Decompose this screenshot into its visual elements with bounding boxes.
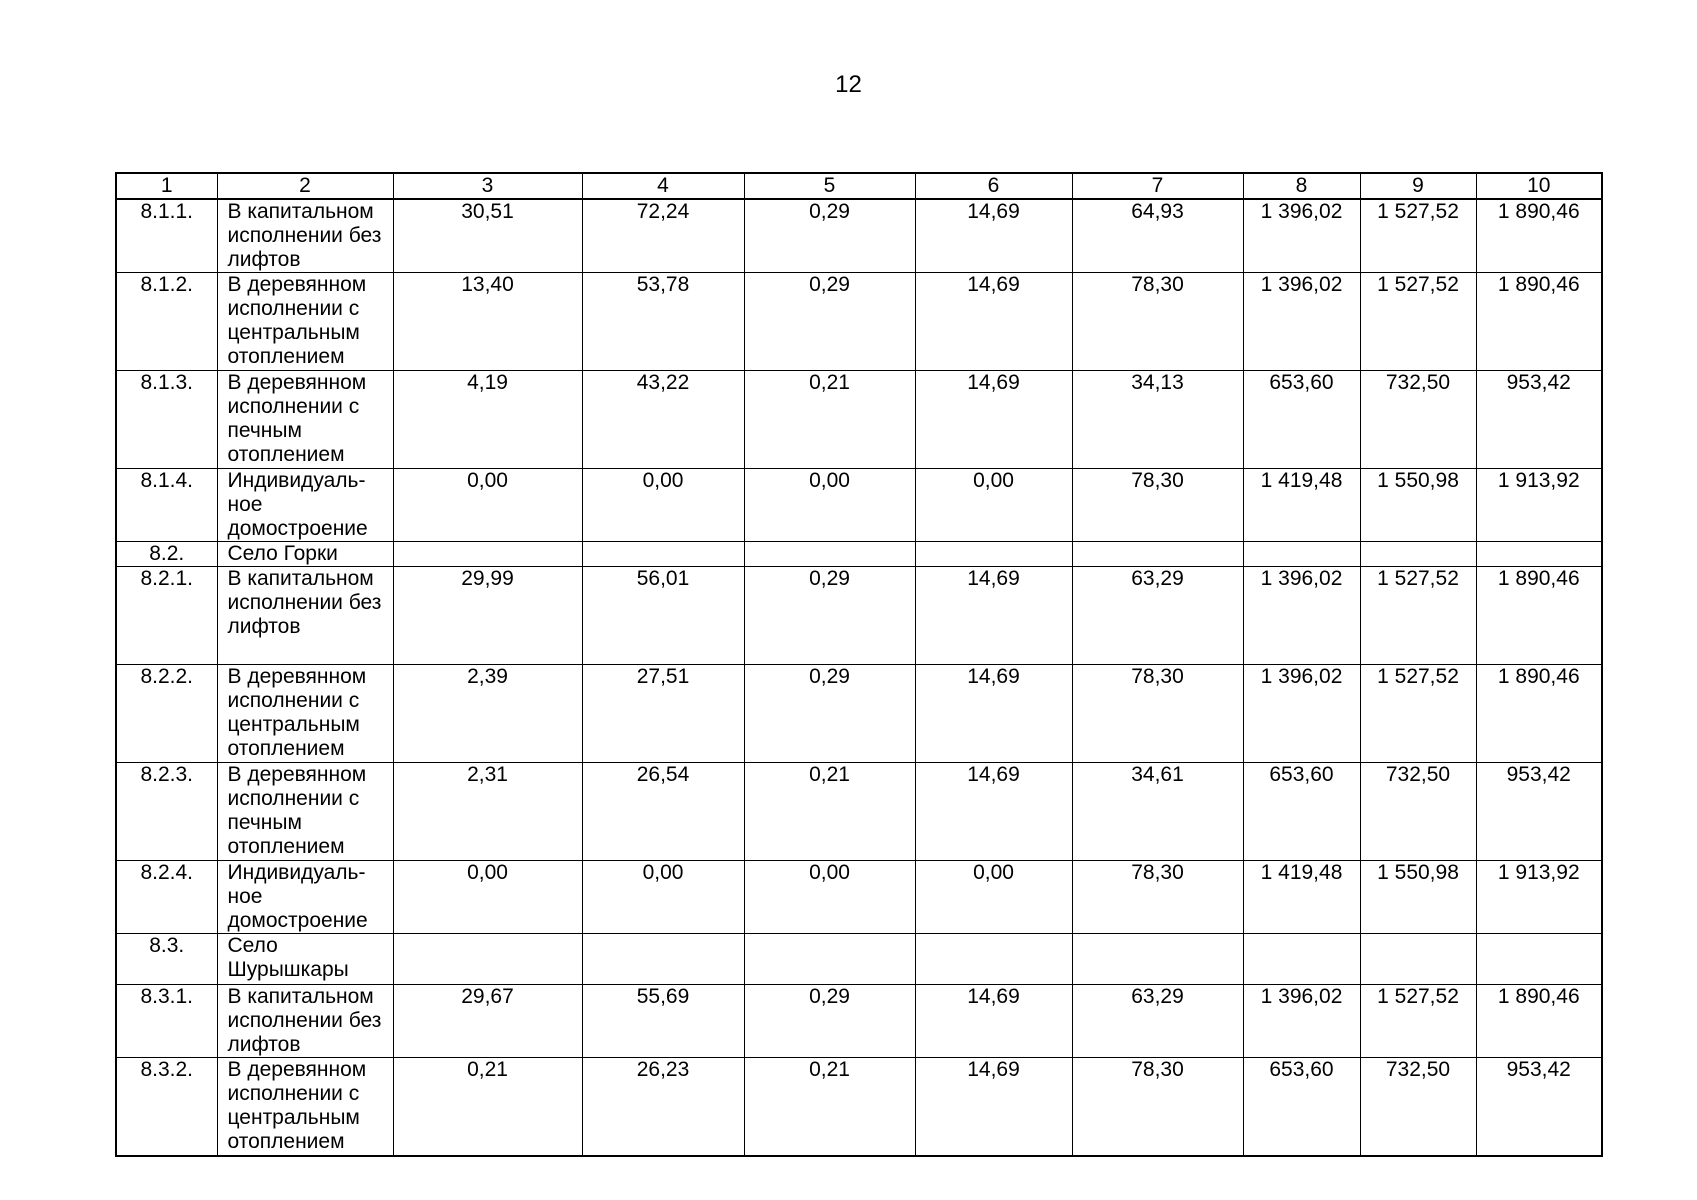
value-cell: 78,30	[1072, 1058, 1243, 1156]
value-cell: 1 396,02	[1243, 665, 1360, 763]
value-cell: 0,29	[744, 273, 915, 371]
value-cell: 63,29	[1072, 985, 1243, 1058]
table-row	[116, 861, 1602, 934]
value-cell: 732,50	[1360, 371, 1476, 469]
value-cell: 1 396,02	[1243, 985, 1360, 1058]
value-cell: 1 396,02	[1243, 199, 1360, 273]
value-cell: 0,00	[744, 861, 915, 934]
value-cell: 72,24	[582, 199, 744, 273]
value-cell: 1 527,52	[1360, 567, 1476, 665]
table-row	[116, 469, 1602, 542]
row-name: В капитальном исполнении без лифтов	[217, 567, 393, 665]
value-cell	[744, 542, 915, 567]
value-cell	[1243, 934, 1360, 985]
value-cell: 53,78	[582, 273, 744, 371]
table-row	[116, 665, 1602, 763]
value-cell: 0,00	[393, 469, 582, 542]
value-cell: 26,54	[582, 763, 744, 861]
value-cell	[582, 542, 744, 567]
value-cell: 1 419,48	[1243, 469, 1360, 542]
row-name: В деревянном исполнении с центральным отоплением	[217, 665, 393, 763]
value-cell: 0,21	[393, 1058, 582, 1156]
value-cell: 1 890,46	[1476, 199, 1602, 273]
value-cell	[1476, 542, 1602, 567]
value-cell: 732,50	[1360, 1058, 1476, 1156]
value-cell: 1 527,52	[1360, 665, 1476, 763]
column-header: 1	[116, 173, 217, 199]
value-cell: 34,13	[1072, 371, 1243, 469]
value-cell: 63,29	[1072, 567, 1243, 665]
value-cell: 2,31	[393, 763, 582, 861]
value-cell: 1 890,46	[1476, 665, 1602, 763]
row-code: 8.2.2.	[116, 665, 217, 763]
value-cell: 1 550,98	[1360, 861, 1476, 934]
value-cell: 0,29	[744, 985, 915, 1058]
row-code: 8.1.1.	[116, 199, 217, 273]
value-cell: 1 913,92	[1476, 469, 1602, 542]
value-cell: 14,69	[915, 273, 1072, 371]
value-cell: 1 890,46	[1476, 985, 1602, 1058]
value-cell: 78,30	[1072, 861, 1243, 934]
value-cell	[915, 934, 1072, 985]
table-row	[116, 763, 1602, 861]
value-cell: 78,30	[1072, 469, 1243, 542]
tariff-table	[115, 172, 1603, 1157]
value-cell: 14,69	[915, 665, 1072, 763]
value-cell: 0,00	[915, 861, 1072, 934]
value-cell: 64,93	[1072, 199, 1243, 273]
value-cell	[1072, 934, 1243, 985]
value-cell	[1360, 542, 1476, 567]
value-cell: 1 419,48	[1243, 861, 1360, 934]
column-header: 8	[1243, 173, 1360, 199]
row-name: Село Горки	[217, 542, 393, 567]
row-name: В деревянном исполнении с центральным отоплением	[217, 273, 393, 371]
row-name: В капитальном исполнении без лифтов	[217, 985, 393, 1058]
value-cell: 0,21	[744, 763, 915, 861]
table-row	[116, 934, 1602, 985]
value-cell: 0,21	[744, 371, 915, 469]
row-name: В деревянном исполнении с печным отоплением	[217, 371, 393, 469]
column-header: 2	[217, 173, 393, 199]
column-header: 4	[582, 173, 744, 199]
column-header: 3	[393, 173, 582, 199]
table-header-row	[116, 173, 1602, 199]
value-cell: 0,00	[582, 469, 744, 542]
value-cell: 14,69	[915, 371, 1072, 469]
column-header: 5	[744, 173, 915, 199]
value-cell	[582, 934, 744, 985]
row-name: Индивидуаль-ное домостроение	[217, 861, 393, 934]
value-cell: 953,42	[1476, 763, 1602, 861]
value-cell: 1 527,52	[1360, 273, 1476, 371]
value-cell: 14,69	[915, 199, 1072, 273]
row-code: 8.3.2.	[116, 1058, 217, 1156]
row-name: В капитальном исполнении без лифтов	[217, 199, 393, 273]
column-header: 7	[1072, 173, 1243, 199]
column-header: 9	[1360, 173, 1476, 199]
row-code: 8.1.4.	[116, 469, 217, 542]
value-cell: 0,00	[915, 469, 1072, 542]
value-cell: 653,60	[1243, 371, 1360, 469]
row-code: 8.2.4.	[116, 861, 217, 934]
value-cell	[744, 934, 915, 985]
value-cell: 953,42	[1476, 1058, 1602, 1156]
value-cell: 732,50	[1360, 763, 1476, 861]
value-cell: 14,69	[915, 763, 1072, 861]
value-cell: 14,69	[915, 567, 1072, 665]
value-cell: 1 890,46	[1476, 273, 1602, 371]
value-cell: 1 396,02	[1243, 567, 1360, 665]
value-cell	[393, 542, 582, 567]
value-cell: 0,00	[393, 861, 582, 934]
value-cell: 0,29	[744, 199, 915, 273]
value-cell: 0,29	[744, 567, 915, 665]
page-number: 12	[835, 71, 862, 98]
value-cell: 56,01	[582, 567, 744, 665]
table-row	[116, 199, 1602, 273]
value-cell	[1072, 542, 1243, 567]
value-cell: 55,69	[582, 985, 744, 1058]
value-cell: 78,30	[1072, 273, 1243, 371]
row-name: Село Шурышкары	[217, 934, 393, 985]
value-cell: 0,29	[744, 665, 915, 763]
value-cell: 13,40	[393, 273, 582, 371]
value-cell: 0,21	[744, 1058, 915, 1156]
value-cell: 27,51	[582, 665, 744, 763]
value-cell: 653,60	[1243, 763, 1360, 861]
row-name: В деревянном исполнении с центральным отоплением	[217, 1058, 393, 1156]
table-body	[116, 173, 1602, 1156]
value-cell: 1 913,92	[1476, 861, 1602, 934]
value-cell: 2,39	[393, 665, 582, 763]
table-row	[116, 1058, 1602, 1156]
row-code: 8.3.	[116, 934, 217, 985]
table-row	[116, 985, 1602, 1058]
value-cell: 30,51	[393, 199, 582, 273]
value-cell: 953,42	[1476, 371, 1602, 469]
value-cell: 1 396,02	[1243, 273, 1360, 371]
row-code: 8.2.1.	[116, 567, 217, 665]
table-row	[116, 273, 1602, 371]
row-name: В деревянном исполнении с печным отоплением	[217, 763, 393, 861]
value-cell: 34,61	[1072, 763, 1243, 861]
row-name: Индивидуаль-ное домостроение	[217, 469, 393, 542]
value-cell: 0,00	[582, 861, 744, 934]
value-cell	[1476, 934, 1602, 985]
value-cell: 0,00	[744, 469, 915, 542]
row-code: 8.2.3.	[116, 763, 217, 861]
value-cell: 1 527,52	[1360, 199, 1476, 273]
value-cell: 1 527,52	[1360, 985, 1476, 1058]
row-code: 8.1.3.	[116, 371, 217, 469]
value-cell: 653,60	[1243, 1058, 1360, 1156]
column-header: 6	[915, 173, 1072, 199]
value-cell	[393, 934, 582, 985]
value-cell	[1360, 934, 1476, 985]
value-cell: 26,23	[582, 1058, 744, 1156]
value-cell: 29,67	[393, 985, 582, 1058]
value-cell: 14,69	[915, 1058, 1072, 1156]
value-cell	[1243, 542, 1360, 567]
value-cell: 78,30	[1072, 665, 1243, 763]
value-cell: 1 550,98	[1360, 469, 1476, 542]
value-cell: 4,19	[393, 371, 582, 469]
value-cell: 29,99	[393, 567, 582, 665]
row-code: 8.1.2.	[116, 273, 217, 371]
row-code: 8.3.1.	[116, 985, 217, 1058]
value-cell: 43,22	[582, 371, 744, 469]
row-code: 8.2.	[116, 542, 217, 567]
table-row	[116, 567, 1602, 665]
value-cell: 14,69	[915, 985, 1072, 1058]
table-row	[116, 542, 1602, 567]
column-header: 10	[1476, 173, 1602, 199]
value-cell: 1 890,46	[1476, 567, 1602, 665]
value-cell	[915, 542, 1072, 567]
table-row	[116, 371, 1602, 469]
